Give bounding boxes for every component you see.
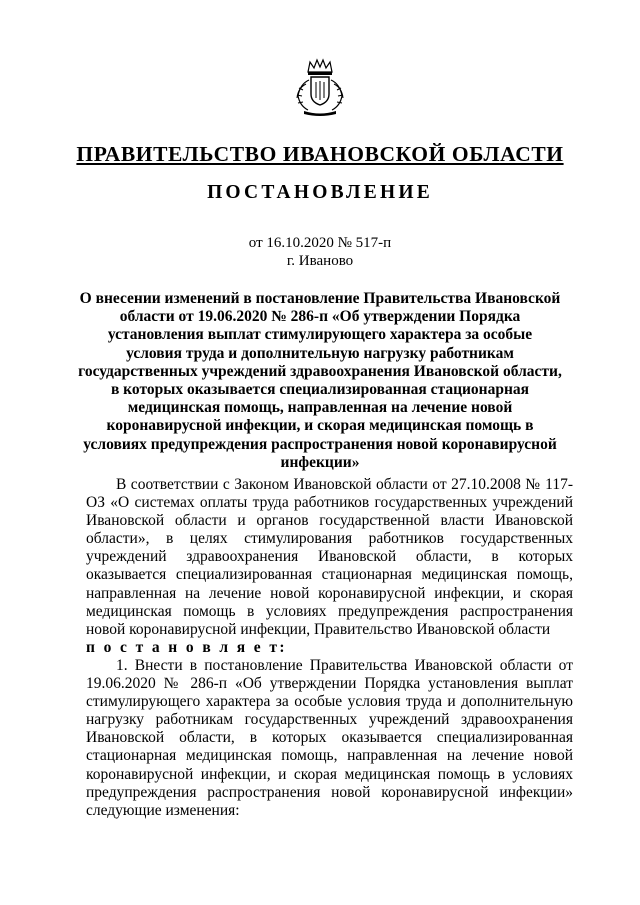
document-type: ПОСТАНОВЛЕНИЕ [207,182,433,203]
document-body [86,476,573,820]
preamble-text: В соответствии с Законом Ивановской области от 27.10.2008 № 117-ОЗ «О системах оплаты труда работников государственных учреждений Ивановской области и органов государственной власти Ивановской области», в целях стимулирования работников государственных учреждений здравоохранения Ивановской области, в которых оказывается специализированная стационарная медицинская помощь, направленная на лечение новой коронавирусной инфекции, и скорая медицинская помощь в условиях предупреждения распространения новой коронавирусной инфекции, Правительство Ивановской области [86,476,573,638]
government-title: ПРАВИТЕЛЬСТВО ИВАНОВСКОЙ ОБЛАСТИ [76,142,564,166]
document-meta [170,234,470,270]
resolves-line: п о с т а н о в л я е т: [86,638,287,656]
date-and-number: от 16.10.2020 № 517-п [248,235,392,251]
item-1-paragraph: 1. Внести в постановление Правительства Ивановской области от 19.06.2020 № 286-п «Об утверждении Порядка установления выплат стимулирующего характера за особые условия труда и дополнительную нагрузку работникам государственных учреждений здравоохранения Ивановской области, в которых оказывается специализированная стационарная медицинская помощь, направленная на лечение новой коронавирусной инфекции, и скорая медицинская помощь в условиях предупреждения распространения новой коронавирусной инфекции» следующие изменения: [86,656,573,819]
ivanovo-coat-of-arms-icon [294,58,346,118]
city: г. Иваново [286,253,354,269]
preamble-paragraph [86,476,573,639]
document-subject: О внесении изменений в постановление Правительства Ивановской области от 19.06.2020 № 286-п «Об утверждении Порядка установления выплат стимулирующего характера за особые условия труда и дополнительную нагрузку работникам государственных учреждений здравоохранения Ивановской области, в которых оказывается специализированная стационарная медицинская помощь, направленная на лечение новой коронавирусной инфекции, и скорая медицинская помощь в условиях предупреждения распространения новой коронавирусной инфекции» [78,290,562,471]
